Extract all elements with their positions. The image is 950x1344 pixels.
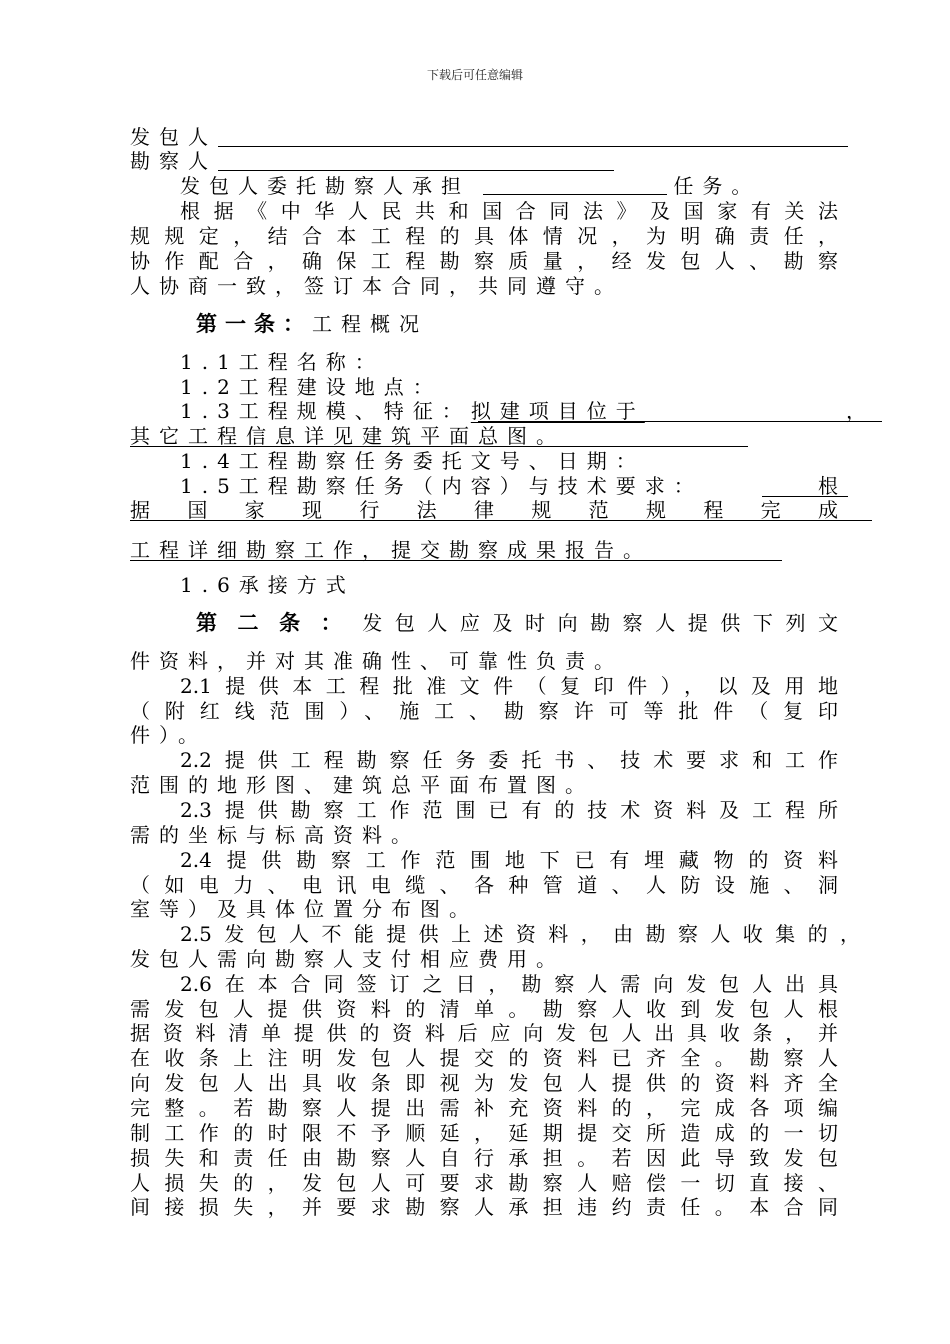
article2-item6-l3: 据资料清单提供的资料后应向发包人出具收条，并	[130, 1021, 838, 1045]
article1-item6: 1.6承接方式	[180, 573, 355, 597]
article1-heading	[196, 312, 904, 336]
article2-item6-l9: 人损失的，发包人可要求勘察人赔偿一切直接、	[130, 1171, 838, 1195]
article1-item3-fill: 拟建项目位于	[470, 399, 645, 423]
article1-item5-l2: 据国家现行法律规范规程完成	[130, 498, 838, 522]
article1-item5	[180, 474, 850, 498]
article2-item1-l2: （附红线范围）、施工、勘察许可等批件（复印	[130, 699, 838, 723]
article2-item6-l8: 损失和责任由勘察人自行承担。若因此导致发包	[130, 1146, 838, 1170]
article2-item6-l4: 在收条上注明发包人提交的资料已齐全。勘察人	[130, 1046, 838, 1070]
article2-title-rest: 发包人应及时向勘察人提供下列文	[362, 611, 838, 635]
article1-item3-prefix: 1.3工程规模、特征：	[180, 399, 471, 423]
entrust-line	[180, 174, 840, 198]
article1-item2: 1.2工程建设地点：	[180, 375, 442, 399]
article1-subtitle: 工程概况	[312, 312, 428, 336]
entrust-suffix: 任务。	[673, 174, 761, 198]
article2-title: 第二条：	[196, 611, 363, 635]
article2-item6-l7: 制工作的时限不予顺延，延期提交所造成的一切	[130, 1121, 838, 1145]
article1-item3-l2-underline	[130, 446, 748, 447]
article1-item3-comma: ，	[846, 399, 866, 423]
intro-p2-l4: 人协商一致，签订本合同，共同遵守。	[130, 274, 623, 298]
intro-p2-l2: 规规定，结合本工程的具体情况，为明确责任，	[130, 224, 838, 248]
article2-item4-l1: 2.4提供勘察工作范围地下已有埋藏物的资料	[180, 848, 838, 872]
article1-item1: 1.1工程名称：	[180, 350, 384, 374]
article2-item5-l1: 2.5发包人不能提供上述资料，由勘察人收集的，	[180, 922, 860, 946]
article2-item3-l1: 2.3提供勘察工作范围已有的技术资料及工程所	[180, 798, 838, 822]
intro-p2-l1: 根据《中华人民共和国合同法》及国家有关法	[180, 199, 838, 223]
article1-item5-prefix: 1.5工程勘察任务（内容）与技术要求：	[180, 474, 703, 498]
article1-item4: 1.4工程勘察任务委托文号、日期：	[180, 449, 645, 473]
article2-heading	[196, 611, 838, 635]
surveyor-blank	[218, 170, 614, 171]
article2-item3-l2: 需的坐标与标高资料。	[130, 823, 420, 847]
article1-item5-l2-underline	[130, 520, 872, 521]
article2-item6-l5: 向发包人出具收条即视为发包人提供的资料齐全	[130, 1071, 838, 1095]
article1-item3	[180, 399, 884, 423]
employer-label: 发包人	[130, 125, 217, 149]
surveyor-label: 勘察人	[130, 149, 217, 173]
entrust-blank	[483, 174, 667, 195]
article2-item6-l10: 间接损失，并要求勘察人承担违约责任。本合同	[130, 1195, 838, 1219]
article2-item6-l2: 需发包人提供资料的清单。勘察人收到发包人根	[130, 997, 838, 1021]
entrust-prefix: 发包人委托勘察人承担	[180, 174, 470, 198]
article1-title: 第一条：	[196, 312, 312, 336]
article2-item6-l6: 完整。若勘察人提出需补充资料的，完成各项编	[130, 1096, 838, 1120]
article2-title-l2: 件资料，并对其准确性、可靠性负责。	[130, 649, 623, 673]
article1-item5-fill: 根	[818, 474, 838, 498]
article1-item5-l3: 工程详细勘察工作，提交勘察成果报告。	[130, 538, 652, 562]
article2-item4-l2: （如电力、电讯电缆、各种管道、人防设施、洞	[130, 873, 838, 897]
article2-item5-l2: 发包人需向勘察人支付相应费用。	[130, 947, 565, 971]
article1-item5-l3-underline	[130, 560, 782, 561]
employer-blank	[218, 146, 848, 147]
article2-item6-l1: 2.6在本合同签订之日，勘察人需向发包人出具	[180, 972, 838, 996]
article1-item3-l2: 其它工程信息详见建筑平面总图。	[130, 424, 565, 448]
article2-item1-l3: 件）。	[130, 723, 207, 747]
article2-item2-l2: 范围的地形图、建筑总平面布置图。	[130, 773, 594, 797]
page-header: 下载后可任意编辑	[426, 68, 523, 82]
article2-item2-l1: 2.2提供工程勘察任务委托书、技术要求和工作	[180, 748, 838, 772]
article2-item4-l3: 室等）及具体位置分布图。	[130, 897, 478, 921]
article2-item1-l1: 2.1提供本工程批准文件（复印件），以及用地	[180, 674, 838, 698]
article1-item3-blank	[478, 421, 882, 422]
intro-p2-l3: 协作配合，确保工程勘察质量，经发包人、勘察	[130, 249, 838, 273]
